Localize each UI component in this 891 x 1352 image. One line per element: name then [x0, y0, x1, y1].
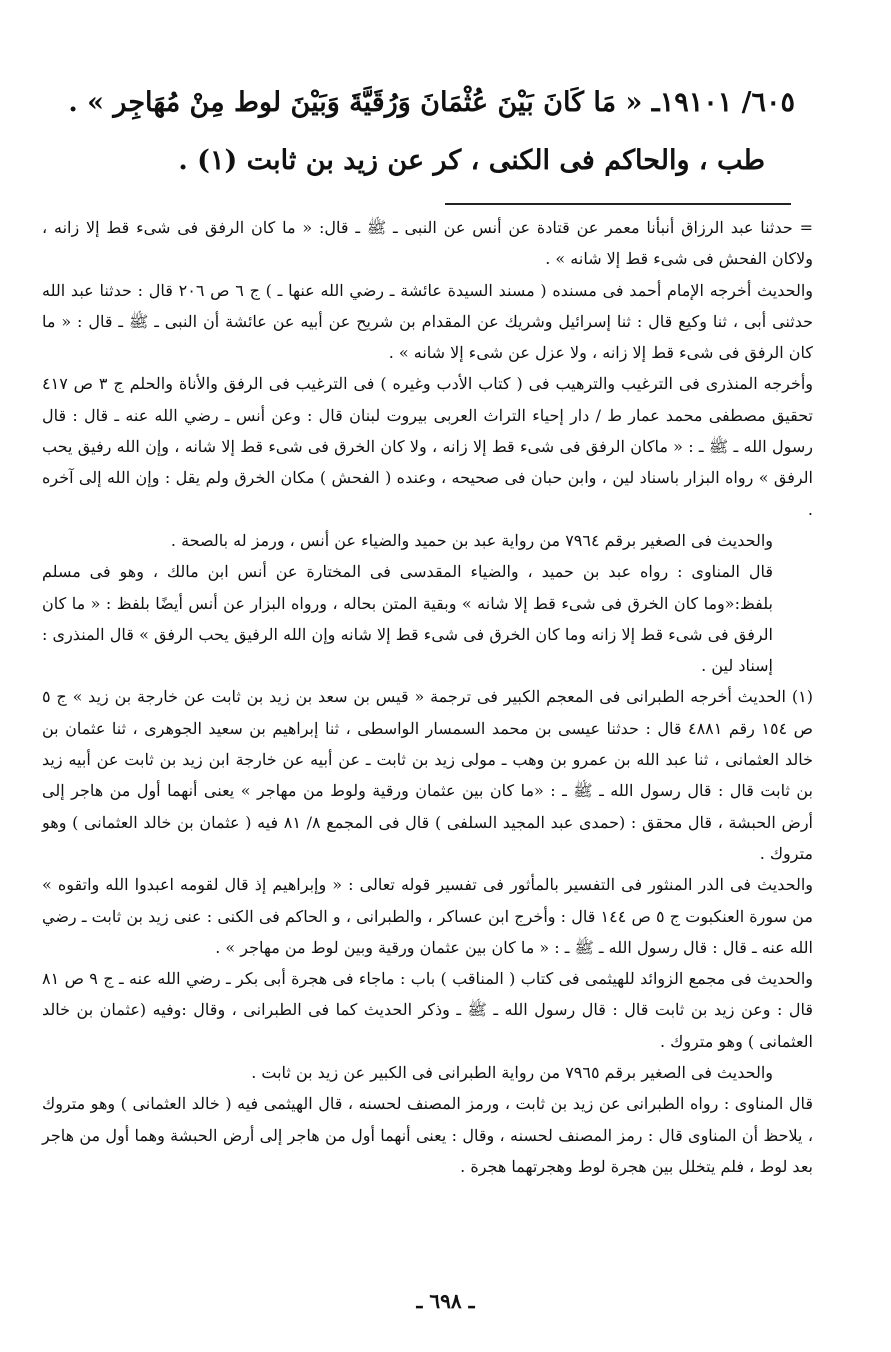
- footnote-paragraph: والحديث فى مجمع الزوائد للهيثمى فى كتاب ( المناقب ) باب : ماجاء فى هجرة أبى بكر ـ رضي الله عنه ـ ج ٩ ص ٨١ قال : وعن زيد بن ثابت قال : قال رسول الله ـ ﷺ ـ وذكر الحديث كما فى الطبرانى ، وقال :وفيه (عثمان بن خالد العثمانى ) وهو متروك .: [42, 969, 813, 1051]
- footnote-paragraph: وأخرجه المنذرى فى الترغيب والترهيب فى ( كتاب الأدب وغيره ) فى الترغيب فى الرفق والأناة والحلم ج ٣ ص ٤١٧ تحقيق مصطفى محمد عمار ط / دار إحياء التراث العربى بيروت لبنان قال : وعن أنس ـ رضي الله عنه ـ قال : قال رسول الله ـ ﷺ ـ : « ماكان الرفق فى شىء قط إلا زانه ، ولا كان الخرق فى شىء قط إلا شانه ، وإن الله رفيق يحب الرفق » رواه البزار باسناد لين ، وابن حبان فى صحيحه ، وعنده ( الفحش ) مكان الخرق ولم يقل : وإن الله إلى آخره .: [42, 374, 814, 519]
- main-hadith-block: [60, 74, 795, 190]
- footnote-paragraph: والحديث فى الدر المنثور فى التفسير بالمأثور فى تفسير قوله تعالى : « وإبراهيم إذ قال لقومه اعبدوا الله واتقوه » من سورة العنكبوت ج ٥ ص ١٤٤ قال : وأخرج ابن عساكر ، والطبرانى ، و الحاكم فى الكنى : عنى زيد بن ثابت ـ رضي الله عنه ـ قال : قال رسول الله ـ ﷺ ـ : « ما كان بين عثمان ورقية وبين لوط من مهاجر » .: [42, 875, 814, 957]
- hadith-text: ٦٠٥/ ١٩١٠١ـ « مَا كَانَ بَيْنَ عُثْمَانَ وَرُقَيَّةَ وَبَيْنَ لوط مِنْ مُهَاجِر » .: [68, 87, 795, 118]
- footnote-paragraph: والحديث فى الصغير برقم ٧٩٦٤ من رواية عبد بن حميد والضياء عن أنس ، ورمز له بالصحة .: [170, 530, 773, 550]
- hadith-sources: طب ، والحاكم فى الكنى ، كر عن زيد بن ثابت (١) .: [178, 145, 765, 176]
- footnote-paragraph: قال المناوى : رواه الطبرانى عن زيد بن ثابت ، ورمز المصنف لحسنه ، قال الهيثمى فيه ( خالد العثمانى ) وهو متروك ، يلاحظ أن المناوى قال : رمز المصنف لحسنه ، وقال : يعنى أنهما أول من هاجر إلى أرض الحبشة وهما أول من هاجر بعد لوط ، فلم يتخلل بين هجرة لوط وهجرتهما هجرة .: [42, 1094, 813, 1176]
- footnote-number: (١): [791, 687, 813, 707]
- footnote-1-text: الحديث أخرجه الطبرانى فى المعجم الكبير فى ترجمة « قيس بن سعد بن زيد بن ثابت عن خارجة بن زيد » ج ٥ ص ١٥٤ رقم ٤٨٨١ قال : حدثنا عيسى بن محمد السمسار الواسطى ، ثنا إبراهيم بن سعيد الجوهرى ، ثنا عثمان بن خالد العثمانى ، ثنا عبد الله بن عمرو بن وهب ـ مولى زيد بن ثابت ـ عن أبيه عن خارجة ابن زيد بن ثابت عن أبيه زيد بن ثابت قال : قال رسول الله ـ ﷺ ـ : «ما كان بين عثمان ورقية ولوط من مهاجر » يعنى أنهما أول من هاجر إلى أرض الحبشة ، قال محقق : (حمدى عبد المجيد السلفى ) قال فى المجمع ٨/ ٨١ فيه ( عثمان بن خالد العثمانى ) وهو متروك .: [42, 687, 813, 863]
- footnote-1: [42, 681, 813, 869]
- page-number: ـ ٦٩٨ ـ: [416, 1289, 475, 1313]
- footnote-divider: [445, 203, 791, 205]
- footnote-paragraph: قال المناوى : رواه عبد بن حميد ، والضياء المقدسى فى المختارة عن أنس ابن مالك ، وهو فى مسلم بلفظ:«وما كان الخرق فى شىء قط إلا شانه » وبقية المتن بحاله ، ورواه البزار عن أنس أيضًا بلفظ : « ما كان الرفق فى شىء قط إلا زانه وما كان الخرق فى شىء قط إلا شانه وإن الله الرفيق يحب الرفق » قال المنذرى : إسناد لين .: [42, 562, 773, 676]
- footnote-paragraph: والحديث فى الصغير برقم ٧٩٦٥ من رواية الطبرانى فى الكبير عن زيد بن ثابت .: [251, 1063, 773, 1083]
- footnote-paragraph: والحديث أخرجه الإمام أحمد فى مسنده ( مسند السيدة عائشة ـ رضي الله عنها ـ ) ج ٦ ص ٢٠٦ قال : حدثنا عبد الله حدثنى أبى ، ثنا وكيع قال : ثنا إسرائيل وشريك عن المقدام بن شريح عن أبيه عن عائشة أن النبى ـ ﷺ ـ قال : « ما كان الرفق فى شىء قط إلا زانه ، ولا عزل عن شىء إلا شانه » .: [42, 280, 814, 363]
- footnotes-block: [42, 212, 813, 1182]
- footnote-continuation: = حدثنا عبد الرزاق أنبأنا معمر عن قتادة عن أنس عن النبى ـ ﷺ ـ قال: « ما كان الرفق فى شىء قط إلا زانه ، ولاكان الفحش فى شىء قط إلا شانه » .: [42, 218, 813, 269]
